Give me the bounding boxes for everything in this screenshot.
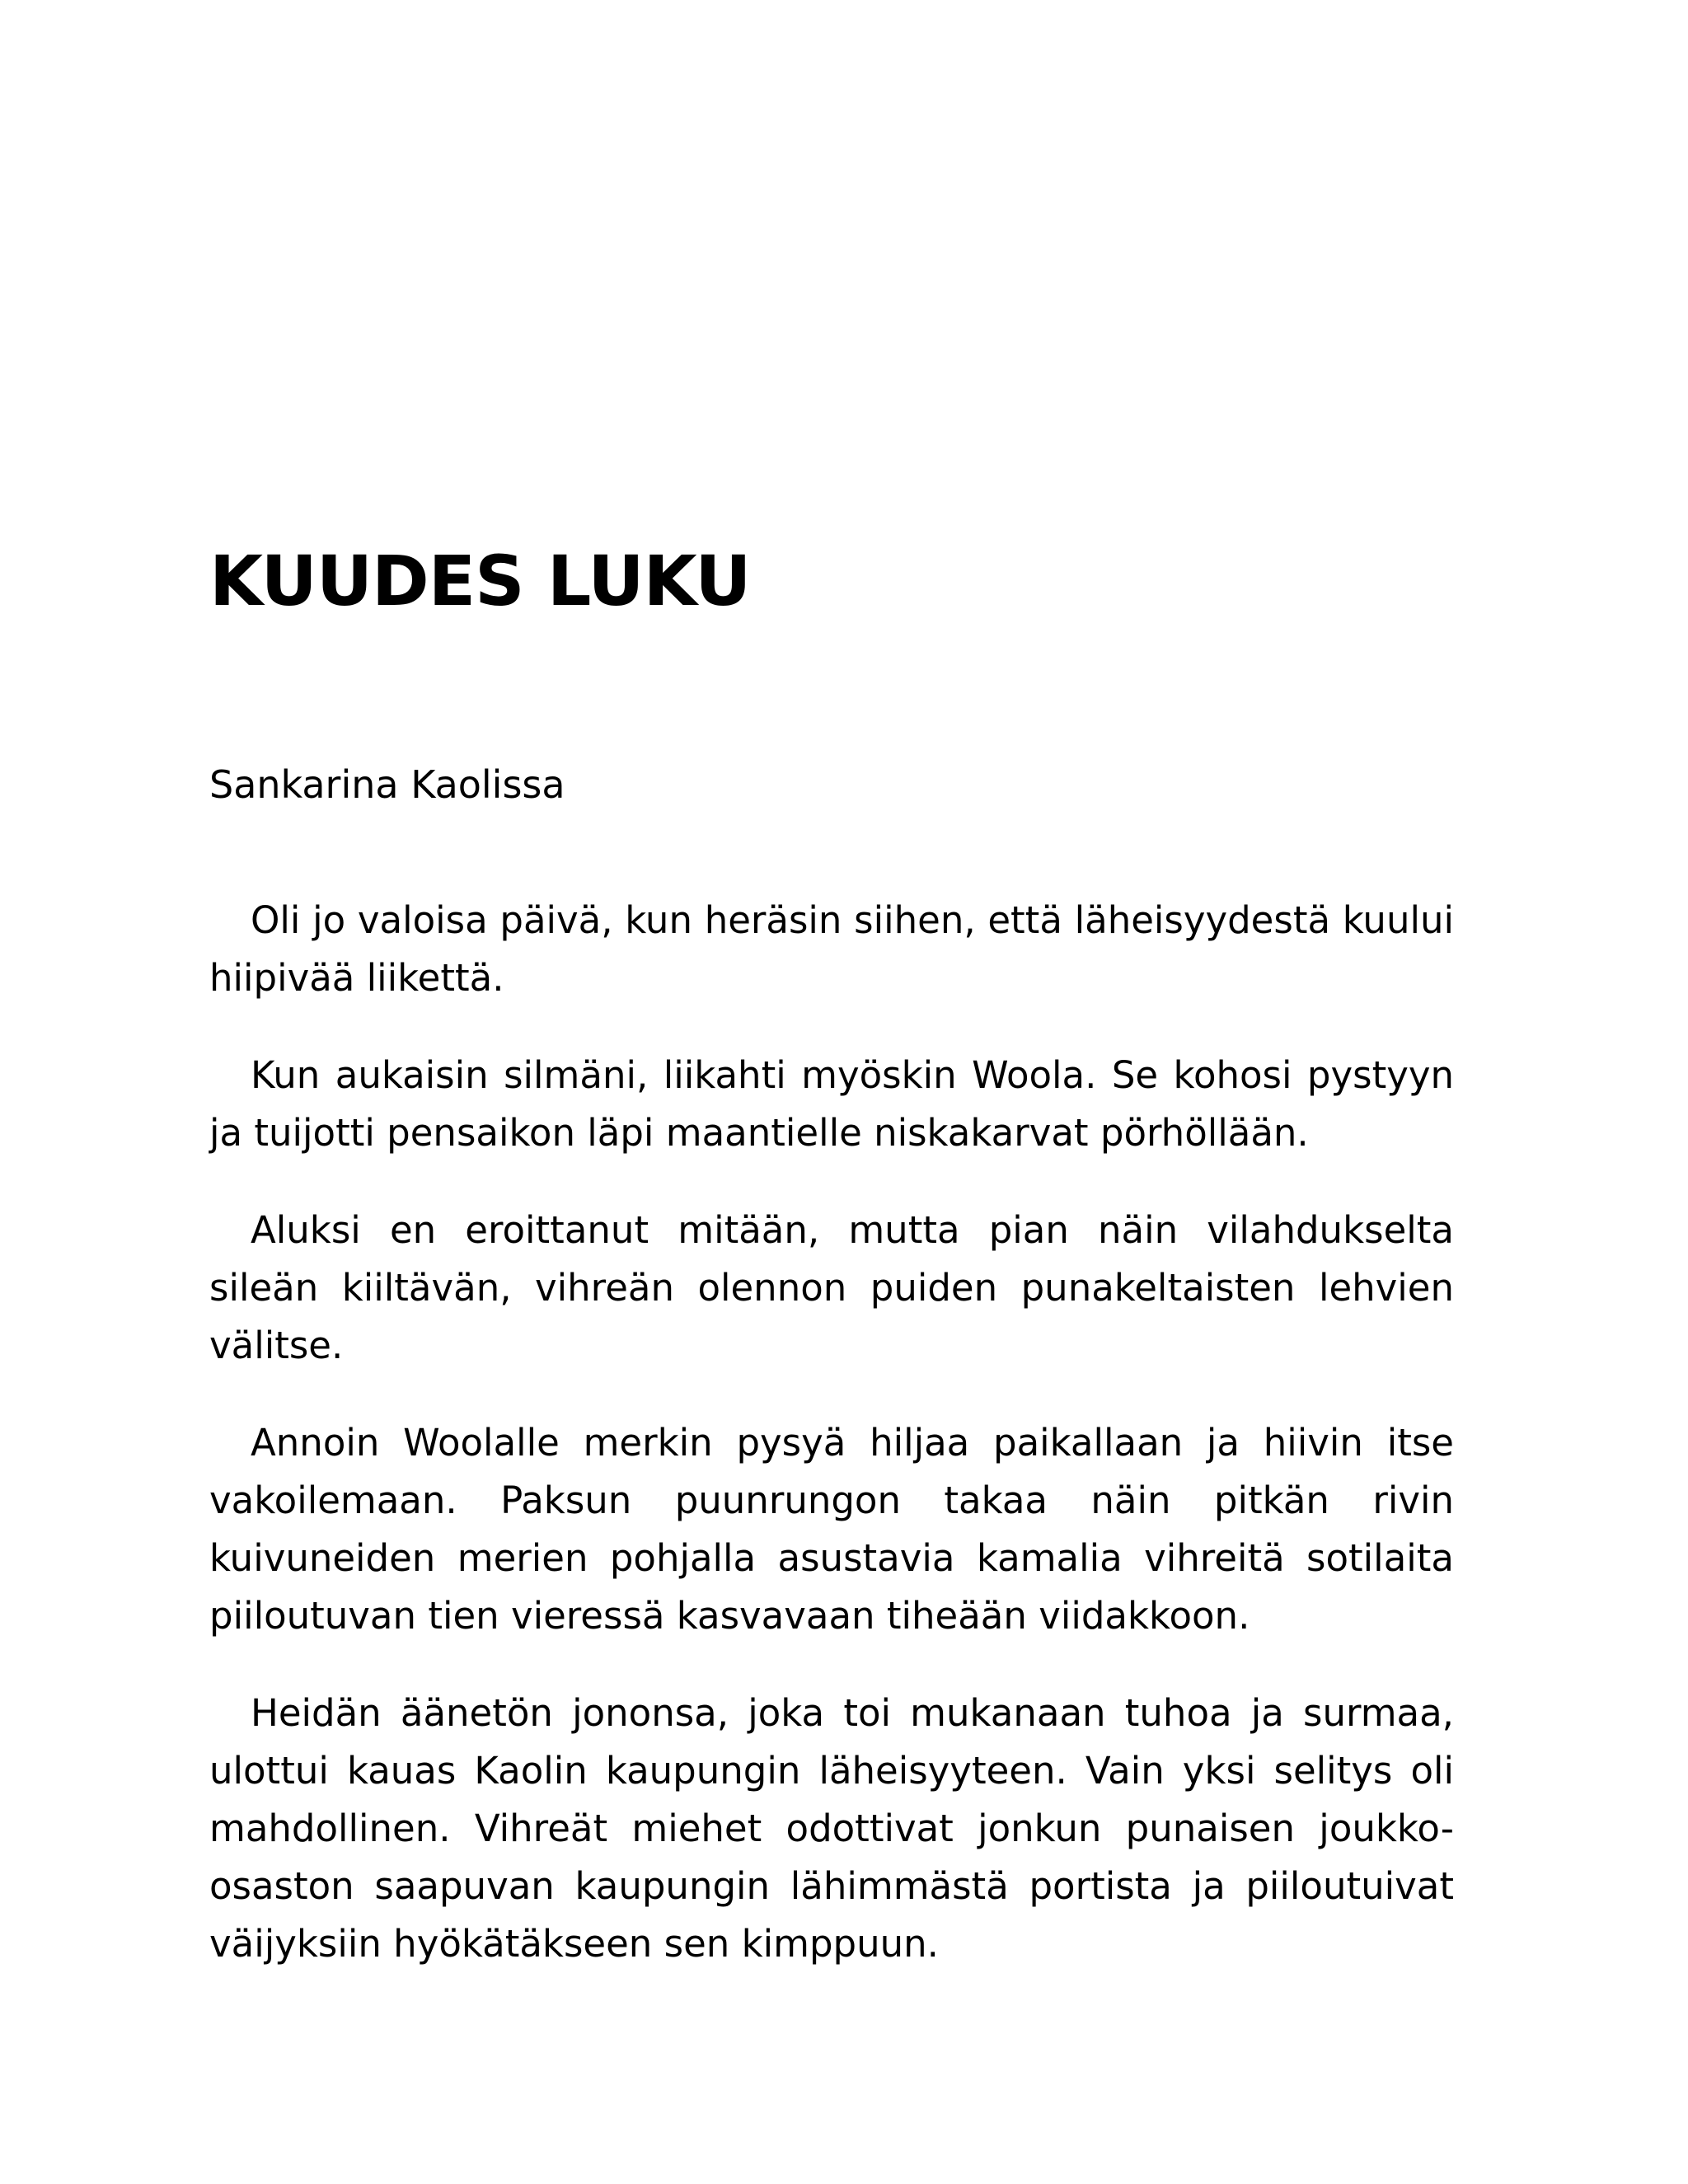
paragraph: Aluksi en eroittanut mitään, mutta pian näin vilahdukselta sileän kiiltävän, vihreän olennon puiden punakeltaisten lehvien välitse. [209,1208,1454,1367]
paragraph: Annoin Woolalle merkin pysyä hiljaa paikallaan ja hiivin itse vakoilemaan. Paksun puunrungon takaa näin pitkän rivin kuivuneiden merien pohjalla asustavia kamalia vihreitä sotilaita piiloutuvan tien vieressä kasvavaan tiheään viidakkoon. [209,1421,1454,1638]
chapter-title: KUUDES LUKU [209,541,751,621]
paragraph: Kun aukaisin silmäni, liikahti myöskin Woola. Se kohosi pystyyn ja tuijotti pensaikon läpi maantielle niskakarvat pörhöllään. [209,1053,1454,1155]
paragraph: Heidän äänetön jononsa, joka toi mukanaan tuhoa ja surmaa, ulottui kauas Kaolin kaupungin läheisyyteen. Vain yksi selitys oli mahdollinen. Vihreät miehet odottivat jonkun punaisen joukko-osaston saapuvan kaupungin lähimmästä portista ja piiloutuivat väijyksiin hyökätäkseen sen kimppuun. [209,1691,1454,1966]
chapter-body [209,892,1454,2013]
chapter-subtitle: Sankarina Kaolissa [209,762,565,807]
paragraph: Oli jo valoisa päivä, kun heräsin siihen, että läheisyydestä kuului hiipivää liikettä. [209,898,1454,1000]
